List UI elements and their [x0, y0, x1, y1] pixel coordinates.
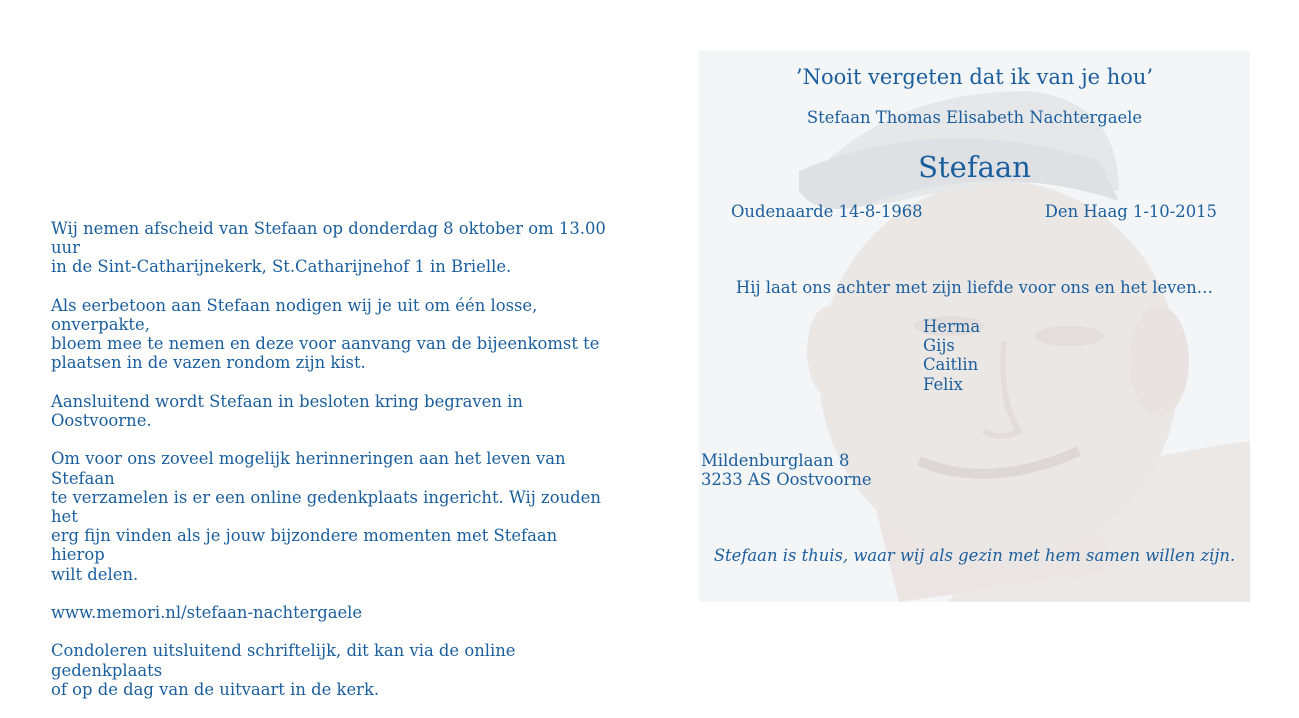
condolence-paragraph: Condoleren uitsluitend schriftelijk, dit kan via de online gedenkplaats of op de dag van de uitvaart in de kerk. — [51, 641, 516, 699]
family-member: Herma — [923, 317, 981, 336]
first-name: Stefaan — [918, 150, 1031, 184]
death-date: Den Haag 1-10-2015 — [1044, 202, 1217, 221]
full-name: Stefaan Thomas Elisabeth Nachtergaele — [806, 108, 1143, 127]
family-member: Felix — [923, 374, 963, 394]
service-info-paragraph: Wij nemen afscheid van Stefaan op donderdag 8 oktober om 13.00 uur in de Sint-Catharijnekerk, St.Catharijnehof 1 in Brielle. — [51, 219, 606, 277]
family-member: Gijs — [923, 336, 955, 356]
address-city: 3233 AS Oostvoorne — [701, 470, 872, 490]
closing-line: Stefaan is thuis, waar wij als gezin met hem samen willen zijn. — [713, 546, 1236, 565]
online-memorial-paragraph: Om voor ons zoveel mogelijk herinneringen aan het leven van Stefaan te verzamelen is er een online gedenkplaats ingericht. Wij zouden het erg fijn vinden als je jouw bijzondere momenten met Stefaan hierop wilt delen. — [51, 449, 601, 584]
family-member: Caitlin — [923, 355, 979, 375]
burial-paragraph: Aansluitend wordt Stefaan in besloten kring begraven in Oostvoorne. — [51, 391, 523, 430]
birth-date: Oudenaarde 14-8-1968 — [731, 202, 923, 221]
family-list — [923, 317, 980, 394]
left-page — [51, 219, 611, 718]
memorial-link[interactable]: www.memori.nl/stefaan-nachtergaele — [51, 603, 363, 622]
flower-request-paragraph: Als eerbetoon aan Stefaan nodigen wij je uit om één losse, onverpakte, bloem mee te nemen en deze voor aanvang van de bijeenkomst te plaatsen in de vazen rondom zijn kist. — [51, 295, 600, 373]
leaves-behind-line: Hij laat ons achter met zijn liefde voor ons en het leven… — [735, 278, 1214, 297]
memorial-quote: ’Nooit vergeten dat ik van je hou’ — [795, 65, 1154, 89]
address-street: Mildenburglaan 8 — [701, 451, 850, 470]
right-page — [699, 51, 1250, 602]
home-address — [701, 451, 872, 489]
